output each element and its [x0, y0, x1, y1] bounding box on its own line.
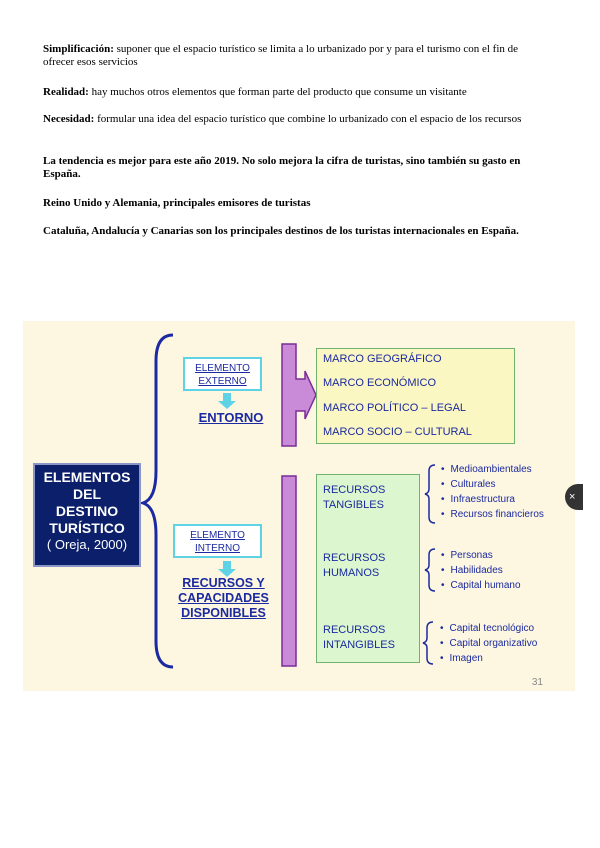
arrow-recursos [282, 476, 296, 666]
title-box [33, 463, 141, 567]
brace-intangibles [423, 622, 433, 664]
entorno-label: ENTORNO [198, 410, 264, 425]
label-line: CAPACIDADES [178, 591, 269, 605]
recursos-tangibles: RECURSOS TANGIBLES [323, 484, 386, 511]
label-line: DISPONIBLES [181, 606, 266, 620]
list-item: • Capital tecnológico [440, 621, 537, 636]
statement-tendencia: La tendencia es mejor para este año 2019. No solo mejora la cifra de turistas, sino también su gasto en España. [43, 155, 521, 180]
elemento-externo-line: ELEMENTO [195, 363, 250, 374]
arrow-down-interno [218, 561, 236, 577]
statement-destinos: Cataluña, Andalucía y Canarias son los principales destinos de los turistas internacionales en España. [43, 225, 519, 237]
list-item: • Personas [441, 548, 521, 563]
humanos-list [441, 548, 521, 593]
statement-emisores: Reino Unido y Alemania, principales emisores de turistas [43, 197, 311, 209]
list-item: • Culturales [441, 477, 544, 492]
list-item: • Infraestructura [441, 492, 544, 507]
recursos-box [316, 474, 420, 663]
list-item: • Recursos financieros [441, 507, 544, 522]
recursos-capacidades-label [166, 576, 281, 621]
page-number: 31 [531, 677, 543, 688]
list-item: • Capital humano [441, 578, 521, 593]
slide-diagram [23, 321, 575, 691]
recursos-humanos: RECURSOS HUMANOS [323, 552, 386, 579]
label-line: RECURSOS Y [182, 576, 265, 590]
title-source: ( Oreja, 2000) [46, 537, 128, 552]
elemento-interno-line: ELEMENTO [190, 530, 245, 541]
elemento-externo-box [183, 357, 262, 391]
list-item: • Medioambientales [441, 462, 544, 477]
marco-item: MARCO SOCIO – CULTURAL [323, 426, 472, 438]
arrow-entorno [282, 344, 316, 446]
elemento-interno-box [173, 524, 262, 558]
brace-tangibles [425, 465, 435, 523]
list-item: • Habilidades [441, 563, 521, 578]
paragraph-simplificacion: Simplificación: suponer que el espacio turístico se limita a lo urbanizado por y para el turismo con el fin de ofrecer esos servicios [43, 43, 519, 68]
title-line: TURÍSTICO [49, 520, 125, 536]
intangibles-list [440, 621, 537, 666]
brace-humanos [425, 549, 435, 591]
paragraph-realidad: Realidad: hay muchos otros elementos que forman parte del producto que consume un visitante [43, 86, 467, 98]
title-line: ELEMENTOS [43, 469, 131, 485]
close-icon[interactable]: × [565, 484, 583, 510]
marco-item: MARCO GEOGRÁFICO [323, 353, 442, 365]
list-item: • Imagen [440, 651, 537, 666]
recursos-intangibles: RECURSOS INTANGIBLES [323, 624, 395, 651]
marco-item: MARCO POLÍTICO – LEGAL [323, 402, 467, 414]
elemento-externo-line: EXTERNO [198, 376, 247, 387]
title-line: DESTINO [55, 503, 119, 519]
marcos-box [316, 348, 515, 444]
title-line: DEL [73, 486, 101, 502]
arrow-down-externo [218, 393, 236, 409]
list-item: • Capital organizativo [440, 636, 537, 651]
paragraph-necesidad: Necesidad: formular una idea del espacio turístico que combine lo urbanizado con el espacio de los recursos [43, 113, 522, 125]
marco-item: MARCO ECONÓMICO [323, 377, 437, 389]
elemento-interno-line: INTERNO [195, 543, 240, 554]
tangibles-list [441, 462, 544, 522]
